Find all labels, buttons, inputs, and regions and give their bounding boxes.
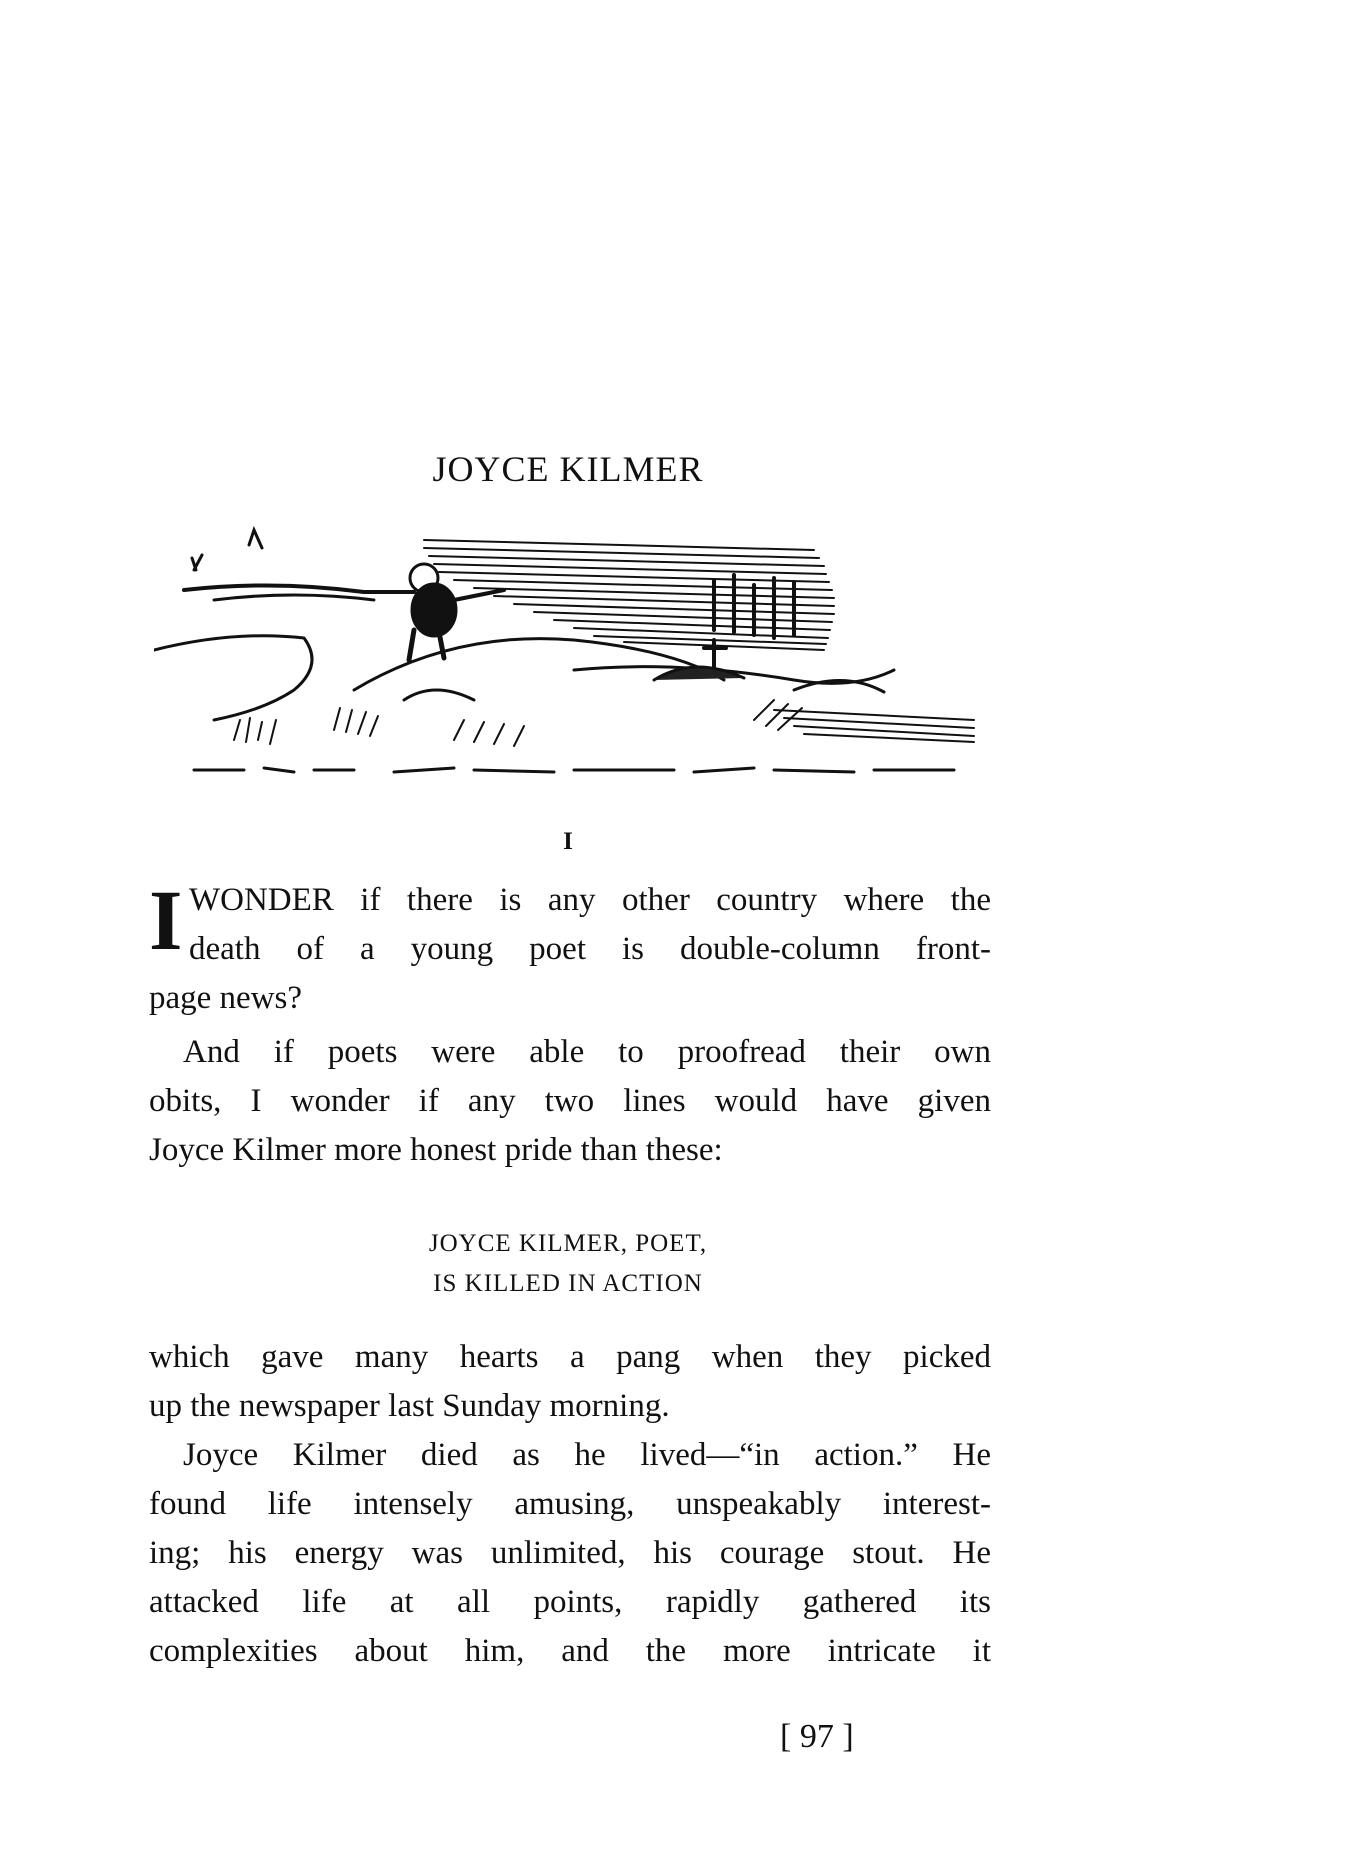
text-line: And if poets were able to proofread their own [183,1034,991,1070]
text-line: WONDER if there is any other country where the [189,882,991,918]
drop-cap: I [149,872,183,968]
text-line: Joyce Kilmer more honest pride than these: [149,1132,723,1168]
paragraph-1 [149,872,991,1023]
text-line: Joyce Kilmer died as he lived—“in action.” He [183,1437,991,1473]
newspaper-headline [0,1224,1136,1304]
text-line: page news? [149,980,303,1016]
page-title: JOYCE KILMER [432,449,704,489]
paragraph-3 [149,1333,991,1431]
text-line: up the newspaper last Sunday morning. [149,1388,670,1424]
paragraph-2 [149,1028,991,1175]
paragraph-4 [149,1431,991,1676]
text-line: attacked life at all points, rapidly gathered its [149,1584,991,1620]
page-number: [ 97 ] [780,1718,854,1755]
text-line: ing; his energy was unlimited, his courage stout. He [149,1535,991,1571]
text-line: found life intensely amusing, unspeakably interest- [149,1486,991,1522]
headline-line-1: JOYCE KILMER, POET, [428,1230,708,1257]
text-line: which gave many hearts a pang when they picked [149,1339,991,1375]
landscape-sketch-icon [154,520,984,780]
text-line: complexities about him, and the more intricate it [149,1633,991,1669]
text-line: death of a young poet is double-column front- [189,931,991,967]
text-line: obits, I wonder if any two lines would have given [149,1083,991,1119]
section-number: I [563,828,573,855]
headline-line-2: IS KILLED IN ACTION [433,1270,703,1297]
